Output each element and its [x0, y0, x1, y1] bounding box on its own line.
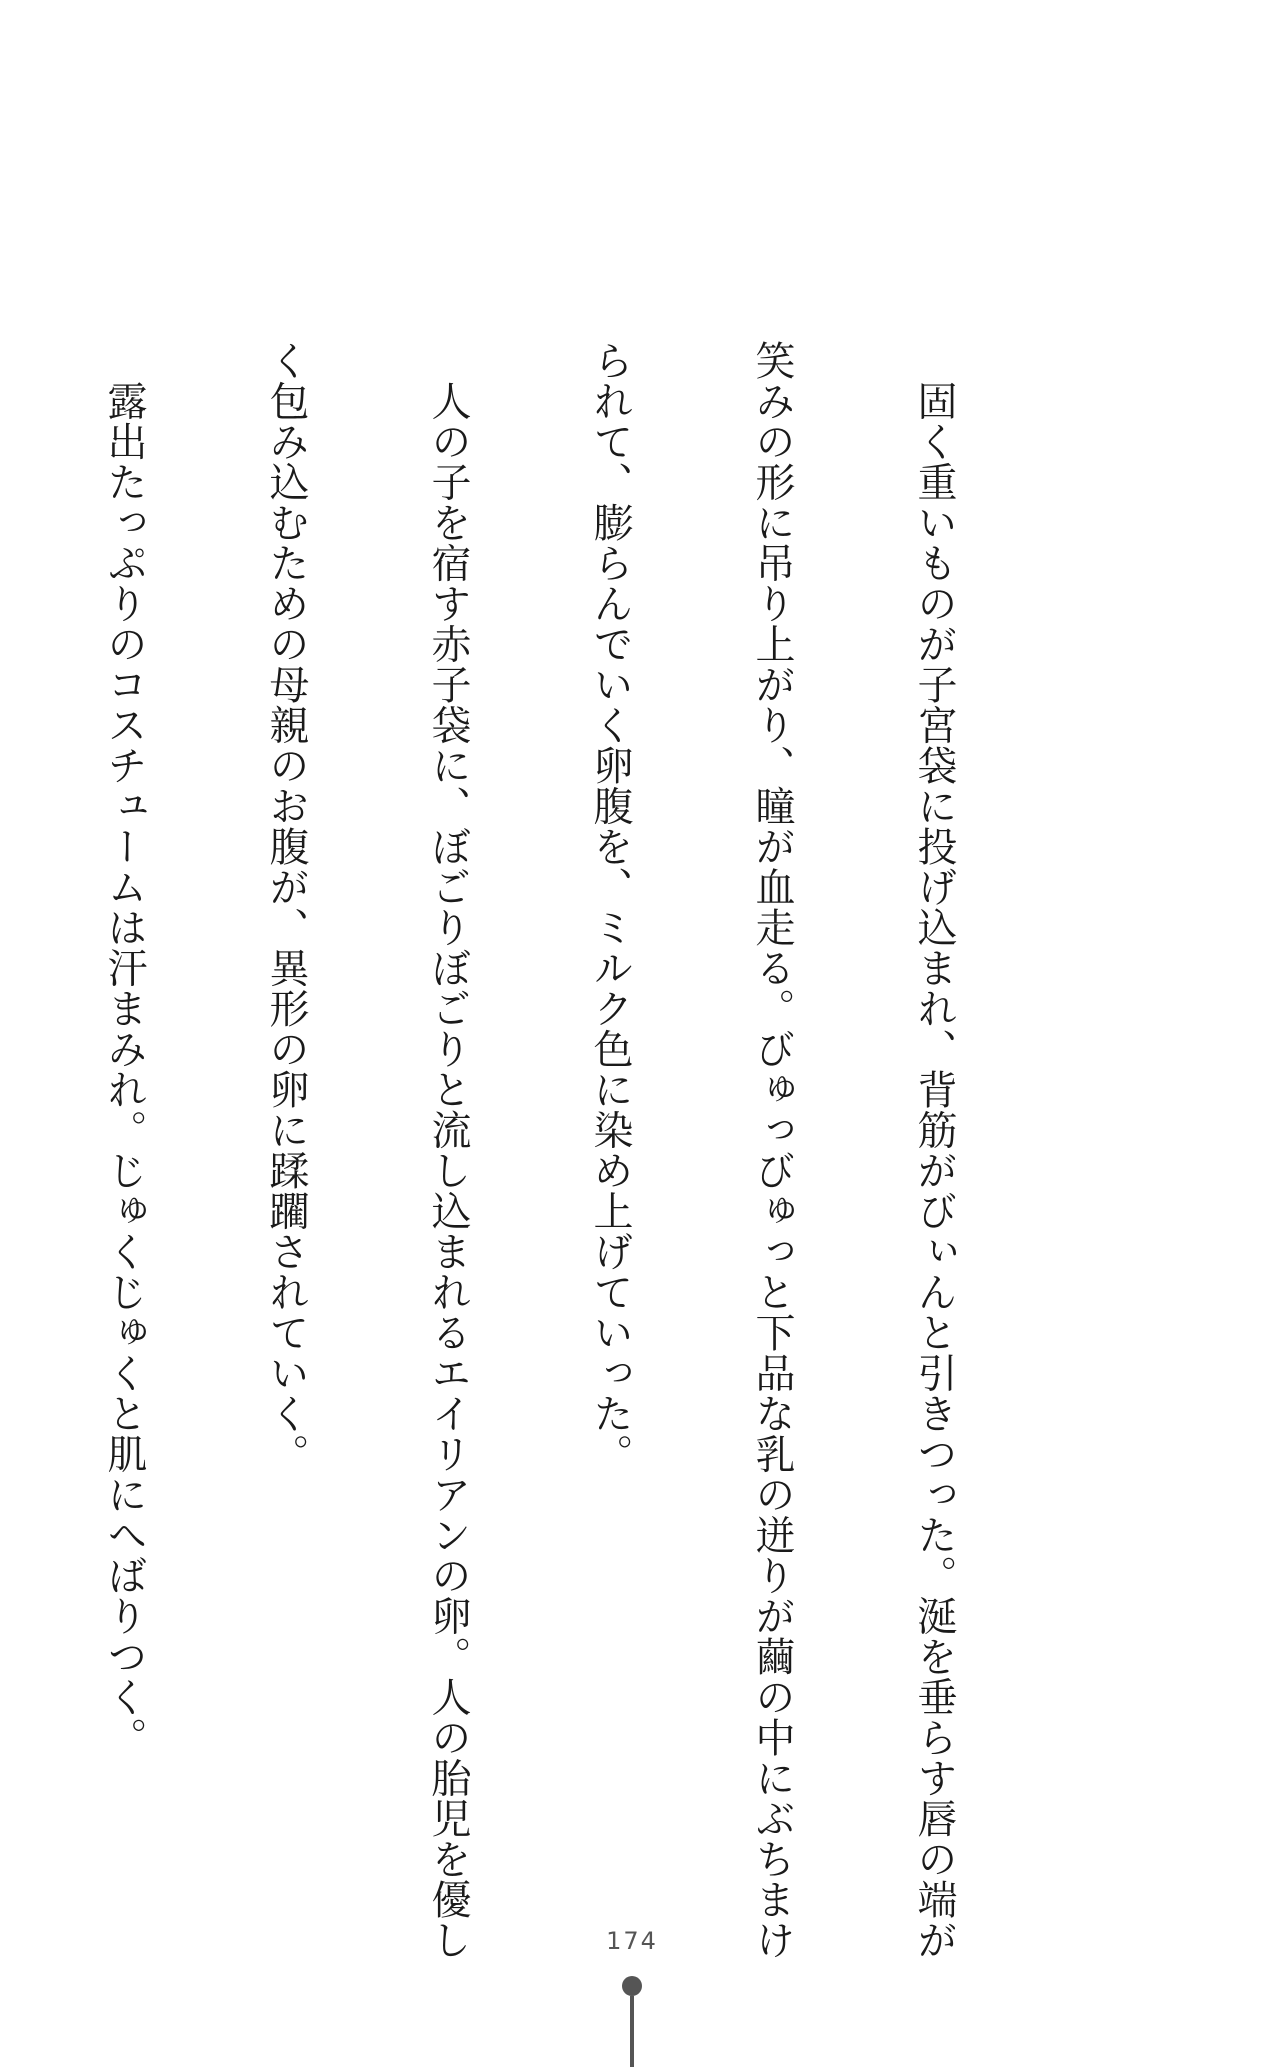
page-marker-line	[630, 1996, 634, 2067]
text-line: 固く重いものが子宮袋に投げ込まれ、背筋がびぃんと引きつった。涎を垂らす唇の端が	[911, 340, 957, 1960]
page-number: 174	[606, 1927, 658, 1955]
text-line: 露出たっぷりのコスチュームは汗まみれ。じゅくじゅくと肌にへばりつく。	[101, 340, 147, 1758]
page-marker-dot	[622, 1976, 642, 1996]
text-line: 笑みの形に吊り上がり、瞳が血走る。びゅっびゅっと下品な乳の迸りが繭の中にぶちまけ	[749, 340, 795, 1960]
text-line: く包み込むための母親のお腹が、異形の卵に蹂躙されていく。	[263, 340, 309, 1474]
text-line: られて、膨らんでいく卵腹を、ミルク色に染め上げていった。	[587, 340, 633, 1474]
text-line: 人の子を宿す赤子袋に、ぼごりぼごりと流し込まれるエイリアンの卵。人の胎児を優し	[425, 340, 471, 1960]
